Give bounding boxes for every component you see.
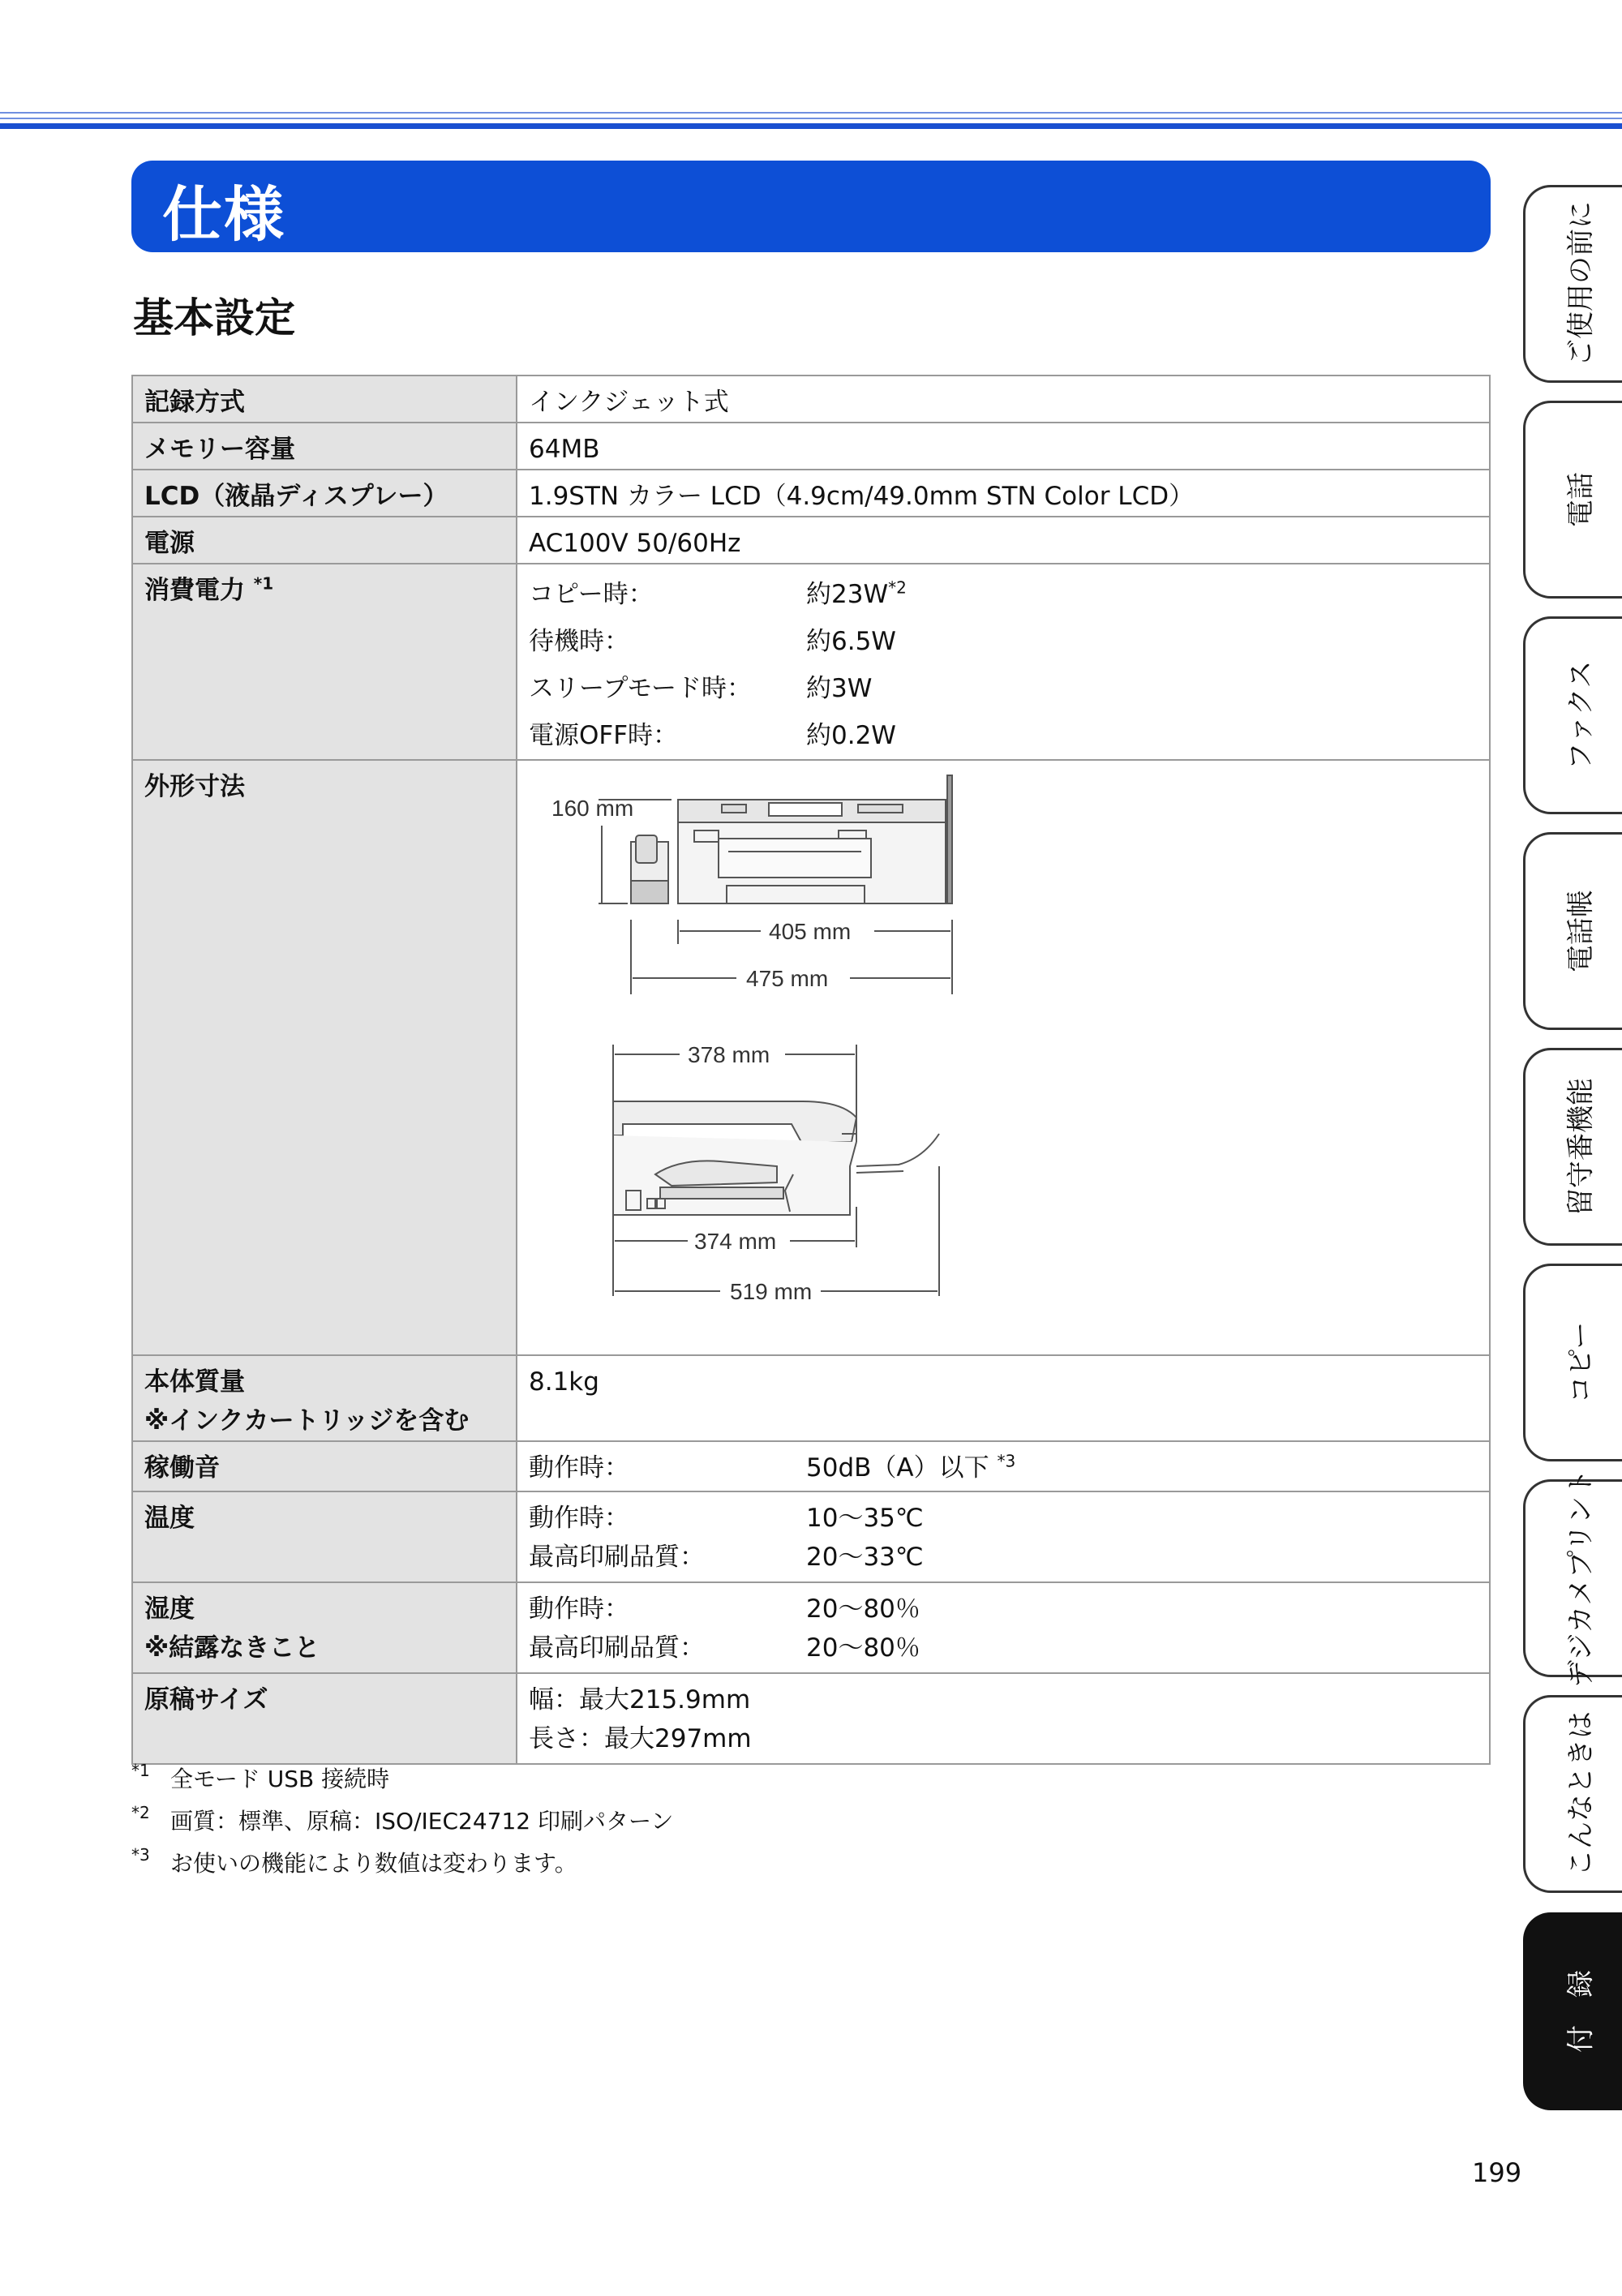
- side-tab-answering[interactable]: 留守番機能: [1523, 1048, 1622, 1246]
- spec-table: [131, 375, 1491, 1765]
- row-value: [517, 1441, 1490, 1491]
- sub-row: [529, 712, 1489, 759]
- sub-value: 約3W: [806, 674, 873, 703]
- sub-value: 約6.5W: [806, 627, 896, 656]
- footnote-text: お使いの機能により数値は変わります。: [170, 1850, 577, 1877]
- humidity-note: ※結露なきこと: [144, 1633, 320, 1663]
- sub-key: スリープモード時：: [529, 674, 752, 703]
- depth-374-label: 374 mm: [694, 1229, 777, 1254]
- table-row: [132, 1441, 1490, 1491]
- sub-value: 20〜80％: [806, 1633, 920, 1663]
- width-405-label: 405 mm: [769, 919, 852, 944]
- footnote-ref: *1: [253, 573, 274, 594]
- row-value: 1.9STN カラー LCD（4.9cm/49.0mm STN Color LCD）: [517, 470, 1490, 517]
- row-label: 記録方式: [132, 376, 517, 423]
- side-tab-troubleshooting[interactable]: こんなときは: [1523, 1695, 1622, 1893]
- header-rule-thin-2: [0, 118, 1622, 119]
- sub-key: 動作時：: [529, 1453, 629, 1483]
- footnote: [131, 1758, 673, 1800]
- side-tab-fax[interactable]: ファクス: [1523, 616, 1622, 814]
- table-row: [132, 470, 1490, 517]
- table-row: [132, 376, 1490, 423]
- row-label: メモリー容量: [132, 423, 517, 470]
- row-label: LCD（液晶ディスプレー）: [132, 470, 517, 517]
- document-length: 長さ：最大297mm: [529, 1724, 752, 1753]
- side-tab-before-use[interactable]: ご使用の前に: [1523, 185, 1622, 383]
- sub-row: [529, 1499, 1489, 1538]
- side-tab-phone[interactable]: 電話: [1523, 401, 1622, 599]
- sub-row: [529, 1629, 1489, 1667]
- weight-note: ※インクカートリッジを含む: [144, 1406, 470, 1436]
- table-row: [132, 760, 1490, 1355]
- depth-378-label: 378 mm: [688, 1042, 770, 1067]
- header-rule-thin: [0, 112, 1622, 114]
- sub-key: 電源OFF時：: [529, 721, 679, 750]
- printer-front-illustration: [631, 775, 952, 903]
- sub-value: 20〜33℃: [806, 1543, 924, 1572]
- table-row: [132, 423, 1490, 470]
- row-label: [132, 1582, 517, 1673]
- table-row: [132, 1673, 1490, 1764]
- height-160-label: 160 mm: [551, 796, 634, 821]
- humidity-label: 湿度: [144, 1594, 195, 1624]
- row-label: 原稿サイズ: [132, 1673, 517, 1764]
- sub-row: [529, 1448, 1489, 1487]
- dimension-diagram: [517, 761, 1489, 1354]
- footnote: [131, 1843, 673, 1885]
- footnote-ref: *2: [888, 577, 907, 598]
- row-value: インクジェット式: [517, 376, 1490, 423]
- page-number: 199: [1472, 2157, 1522, 2188]
- sub-key: コピー時：: [529, 580, 654, 609]
- row-label: 稼働音: [132, 1441, 517, 1491]
- sub-row: [529, 1538, 1489, 1577]
- footnotes: [131, 1758, 673, 1885]
- footnote-mark: *1: [131, 1761, 150, 1780]
- power-consumption-label: 消費電力: [144, 576, 245, 605]
- sub-key: 待機時：: [529, 627, 629, 656]
- sub-row: [529, 1590, 1489, 1629]
- sub-value: 50dB（A）以下 $^{*3}$: [806, 1451, 1016, 1483]
- table-row: [132, 1355, 1490, 1441]
- side-tab-copy[interactable]: コピー: [1523, 1264, 1622, 1461]
- sub-key: 動作時：: [529, 1594, 629, 1624]
- row-label: 外形寸法: [132, 760, 517, 1355]
- row-label: [132, 564, 517, 760]
- side-tab-phonebook[interactable]: 電話帳: [1523, 832, 1622, 1030]
- footnote-text: 全モード USB 接続時: [170, 1766, 390, 1792]
- row-label: 電源: [132, 517, 517, 564]
- table-row: [132, 1491, 1490, 1582]
- row-label: [132, 1355, 517, 1441]
- footnote-text: 画質：標準、原稿：ISO/IEC24712 印刷パターン: [170, 1808, 674, 1835]
- row-value: [517, 1673, 1490, 1764]
- footnote-mark: *2: [131, 1803, 150, 1822]
- sub-row: [529, 618, 1489, 665]
- title-banner: [131, 161, 1491, 252]
- table-row: [132, 1582, 1490, 1673]
- sub-value: 20〜80％: [806, 1594, 920, 1624]
- row-value: [517, 564, 1490, 760]
- printer-side-illustration: [613, 1101, 939, 1215]
- footnote: [131, 1800, 673, 1843]
- page-title: 仕様: [162, 180, 285, 250]
- table-row: [132, 564, 1490, 760]
- header-rule-thick: [0, 123, 1622, 129]
- sub-key: 最高印刷品質：: [529, 1633, 705, 1663]
- row-value: [517, 1582, 1490, 1673]
- footnote-ref: *3: [997, 1451, 1016, 1471]
- sub-value: 10〜35℃: [806, 1504, 924, 1533]
- footnote-mark: *3: [131, 1845, 150, 1865]
- sub-row: [529, 665, 1489, 712]
- row-value: AC100V 50/60Hz: [517, 517, 1490, 564]
- sub-key: 動作時：: [529, 1504, 629, 1533]
- sub-value: 約0.2W: [806, 721, 896, 750]
- row-value: 64MB: [517, 423, 1490, 470]
- sub-key: 最高印刷品質：: [529, 1543, 705, 1572]
- width-475-label: 475 mm: [746, 966, 829, 991]
- table-row: [132, 517, 1490, 564]
- row-value: [517, 1491, 1490, 1582]
- section-title: 基本設定: [133, 294, 295, 341]
- side-tab-appendix[interactable]: 付 録: [1523, 1912, 1622, 2110]
- row-value: 8.1kg: [517, 1355, 1490, 1441]
- dimension-diagram-cell: [517, 760, 1490, 1355]
- sub-value: 約$23W^{*2}$: [806, 577, 907, 609]
- weight-label: 本体質量: [144, 1367, 245, 1397]
- sub-row: [529, 571, 1489, 618]
- depth-519-label: 519 mm: [730, 1279, 813, 1304]
- side-tab-photo-print[interactable]: デジカメプリント: [1523, 1479, 1622, 1677]
- document-width: 幅：最大215.9mm: [529, 1685, 751, 1714]
- row-label: 温度: [132, 1491, 517, 1582]
